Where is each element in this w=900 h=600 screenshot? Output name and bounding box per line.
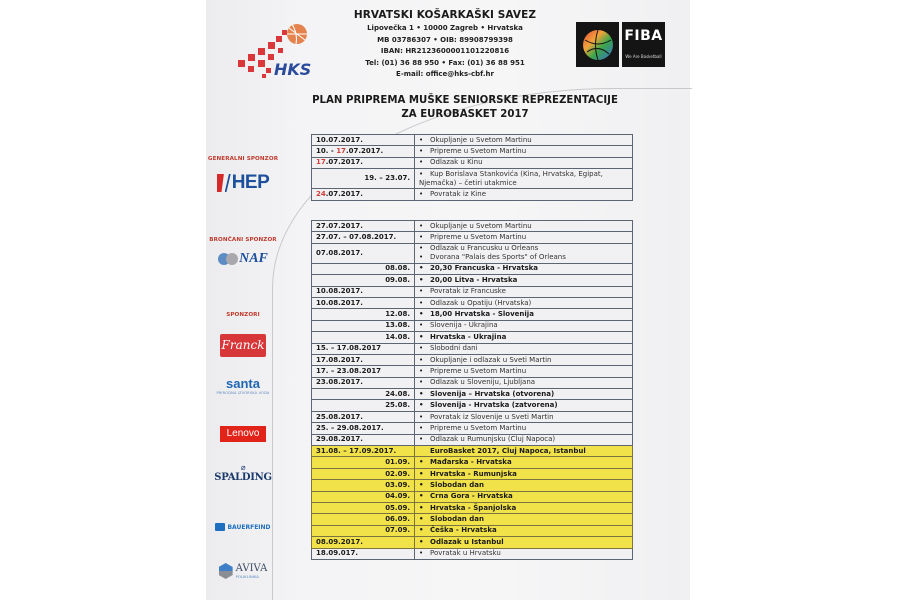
- schedule-row-eurobasket: [312, 502, 633, 513]
- santa-sponsor: [206, 376, 280, 395]
- schedule-date: 25.08.: [312, 400, 415, 411]
- date-rest: .07.2017.: [345, 147, 384, 156]
- bullet-icon: •: [419, 147, 424, 156]
- schedule-activity: [415, 232, 633, 243]
- schedule-date: 13.08.: [312, 320, 415, 331]
- sponsors-label: SPONZORI: [226, 312, 260, 318]
- schedule-row: [312, 275, 633, 286]
- activity-text: Povratak u Hrvatsku: [430, 549, 501, 558]
- schedule-activity: [415, 525, 633, 536]
- hks-logo-icon: [236, 20, 336, 80]
- bullet-icon: •: [419, 469, 424, 478]
- activity-text: Povratak iz Francuske: [430, 287, 506, 296]
- schedule-date: 01.09.: [312, 457, 415, 468]
- bullet-icon: •: [419, 458, 424, 467]
- schedule-row: [312, 189, 633, 200]
- organization-header: [340, 9, 550, 81]
- activity-text: Odlazak u Kinu: [430, 158, 483, 167]
- date-rest: .07.2017.: [325, 158, 363, 167]
- schedule-date: 07.09.: [312, 525, 415, 536]
- schedule-row: [312, 548, 633, 559]
- activity-text: Hrvatska - Španjolska: [430, 503, 517, 512]
- schedule-activity: [415, 457, 633, 468]
- schedule-row: [312, 169, 633, 189]
- date-highlighted-day: 17: [316, 158, 326, 167]
- schedule-activity: [415, 491, 633, 502]
- schedule-row: [312, 400, 633, 411]
- general-sponsor: [206, 156, 280, 194]
- spalding-ball-icon: ⌀: [240, 463, 246, 472]
- schedule-activity: [415, 275, 633, 286]
- schedule-date: 07.08.2017.: [312, 243, 415, 263]
- schedule-activity: [415, 343, 633, 354]
- naf-circle-grey-icon: [226, 253, 238, 265]
- bullet-icon: •: [419, 503, 424, 512]
- activity-text: Odlazak u Istanbul: [430, 537, 504, 546]
- schedule-date: [312, 135, 415, 146]
- bauerfeind-mark-icon: [215, 523, 225, 531]
- schedule-activity: [415, 221, 633, 232]
- schedule-activity: [415, 411, 633, 422]
- santa-logo: santa: [226, 376, 260, 391]
- schedule-date: [312, 169, 415, 189]
- schedule-activity: [415, 309, 633, 320]
- hks-logo: [236, 20, 336, 80]
- bullet-icon: •: [419, 366, 424, 375]
- svg-text:HKS: HKS: [274, 60, 312, 79]
- bullet-icon: •: [419, 378, 424, 387]
- schedule-date: 31.08. – 17.09.2017.: [312, 446, 415, 457]
- schedule-row: [312, 243, 633, 263]
- activity-text: Okupljanje i odlazak u Sveti Martin: [430, 355, 552, 364]
- schedule-activity: [415, 434, 633, 445]
- bullet-icon: •: [419, 480, 424, 489]
- activity-text: Pripreme u Svetom Martinu: [430, 233, 527, 242]
- bullet-icon: •: [419, 355, 424, 364]
- activity-text: Mađarska - Hrvatska: [430, 458, 512, 467]
- activity-text: Pripreme u Svetom Martinu: [430, 366, 527, 375]
- activity-text: Slovenija – Hrvatska (otvorena): [430, 389, 555, 398]
- schedule-activity: [415, 502, 633, 513]
- schedule-row-eurobasket: [312, 446, 633, 457]
- schedule-row: [312, 389, 633, 400]
- schedule-row-eurobasket: [312, 457, 633, 468]
- schedule-row: [312, 377, 633, 388]
- schedule-date: 23.08.2017.: [312, 377, 415, 388]
- schedule-activity: [415, 263, 633, 274]
- activity-text: Crna Gora - Hrvatska: [430, 492, 513, 501]
- bauerfeind-logo: BAUERFEIND: [227, 523, 271, 531]
- schedule-activity: [415, 297, 633, 308]
- bullet-icon: •: [419, 310, 424, 319]
- schedule-row: [312, 332, 633, 343]
- schedule-row: [312, 423, 633, 434]
- activity-text: Odlazak u Opatiju (Hrvatska): [430, 298, 532, 307]
- bronze-sponsor-label: BRONČANI SPONZOR: [209, 237, 277, 243]
- fiba-ball-icon: [576, 22, 619, 67]
- schedule-activity: [415, 514, 633, 525]
- schedule-date: [312, 146, 415, 157]
- bullet-icon: •: [419, 189, 424, 198]
- bronze-sponsor: [206, 237, 280, 267]
- activity-text: Češka - Hrvatska: [430, 526, 497, 535]
- schedule-date: 08.08.: [312, 263, 415, 274]
- bullet-icon: •: [419, 298, 424, 307]
- schedule-date: [312, 189, 415, 200]
- schedule-row: [312, 146, 633, 157]
- schedule-row-eurobasket: [312, 537, 633, 548]
- schedule-row: [312, 366, 633, 377]
- bullet-icon: •: [419, 244, 424, 253]
- schedule-activity: [415, 169, 633, 189]
- bullet-icon: •: [419, 423, 424, 432]
- date-start: 10. -: [316, 147, 337, 156]
- organization-email: E-mail: office@hks-cbf.hr: [396, 70, 494, 78]
- schedule-row-eurobasket: [312, 468, 633, 479]
- date-text: 19. – 23.07.: [364, 174, 410, 183]
- hep-logo: [206, 172, 280, 194]
- schedule-date: 09.08.: [312, 275, 415, 286]
- lenovo-logo: Lenovo: [220, 426, 266, 442]
- schedule-activity: [415, 377, 633, 388]
- bullet-icon: •: [419, 435, 424, 444]
- organization-ids: MB 03786307 • OIB: 89908799398: [377, 35, 513, 44]
- schedule-row-eurobasket: [312, 491, 633, 502]
- organization-address: Lipovečka 1 • 10000 Zagreb • Hrvatska: [367, 24, 523, 32]
- activity-text: Slovenija - Ukrajina: [430, 321, 498, 330]
- bullet-icon: •: [419, 221, 424, 230]
- document-title: [300, 94, 630, 122]
- schedule-date: 08.09.2017.: [312, 537, 415, 548]
- bullet-icon: •: [419, 158, 424, 167]
- bullet-icon: •: [419, 233, 424, 242]
- schedule-activity: [415, 286, 633, 297]
- date-highlighted-day: 24: [316, 189, 326, 198]
- naf-text: NAF: [239, 251, 268, 266]
- schedule-activity: [415, 446, 633, 457]
- bullet-icon: •: [419, 412, 424, 421]
- schedule-row: [312, 286, 633, 297]
- schedule-row: [312, 320, 633, 331]
- activity-text: Kup Borislava Stankovića (Kina, Hrvatska, Egipat, Njemačka) – četiri utakmice: [419, 169, 603, 187]
- aviva-sponsor: [206, 563, 280, 579]
- schedule-row-eurobasket: [312, 480, 633, 491]
- schedule-activity: [415, 389, 633, 400]
- schedule-date: 25. – 29.08.2017.: [312, 423, 415, 434]
- activity-text: Odlazak u Sloveniju, Ljubljana: [430, 378, 536, 387]
- activity-text: 20,00 Litva - Hrvatska: [430, 275, 518, 284]
- general-sponsor-label: GENERALNI SPONZOR: [207, 156, 279, 162]
- spalding-sponsor: [206, 464, 280, 483]
- schedule-row: [312, 157, 633, 168]
- schedule-row: [312, 309, 633, 320]
- schedule-row: [312, 232, 633, 243]
- schedule-activity: [415, 332, 633, 343]
- schedule-activity: [415, 135, 633, 146]
- activity-text: Odlazak u Francusku u Orleans: [430, 244, 539, 253]
- bullet-icon: •: [419, 287, 424, 296]
- bullet-icon: •: [419, 344, 424, 353]
- schedule-date: 17.08.2017.: [312, 354, 415, 365]
- aviva-hexagon-icon: [219, 563, 233, 579]
- schedule-row: [312, 434, 633, 445]
- schedule-row: [312, 297, 633, 308]
- schedule-date: 10.08.2017.: [312, 286, 415, 297]
- bullet-icon: •: [419, 389, 424, 398]
- schedule-activity: [415, 146, 633, 157]
- schedule-activity: [415, 537, 633, 548]
- bullet-icon: •: [419, 515, 424, 524]
- fiba-logo: [576, 22, 665, 67]
- activity-text: Slobodan dan: [430, 515, 484, 524]
- schedule-activity: [415, 320, 633, 331]
- schedule-date: 05.09.: [312, 502, 415, 513]
- date-start: 10.07.2017.: [316, 135, 363, 144]
- title-line-2: ZA EUROBASKET 2017: [401, 109, 529, 120]
- schedule-row: [312, 343, 633, 354]
- schedule-row: [312, 221, 633, 232]
- schedule-date: 10.08.2017.: [312, 297, 415, 308]
- hep-text: HEP: [231, 172, 270, 193]
- schedule-date: 06.09.: [312, 514, 415, 525]
- organization-name: HRVATSKI KOŠARKAŠKI SAVEZ: [353, 9, 537, 21]
- activity-text: Pripreme u Svetom Martinu: [430, 147, 527, 156]
- activity-text: Slobodan dan: [430, 480, 484, 489]
- schedule-date: 03.09.: [312, 480, 415, 491]
- schedule-date: 14.08.: [312, 332, 415, 343]
- title-line-1: PLAN PRIPREMA MUŠKE SENIORSKE REPREZENTACIJE: [312, 95, 618, 106]
- aviva-subtitle: POLIKLINIKA: [235, 573, 259, 579]
- schedule-row-eurobasket: [312, 514, 633, 525]
- schedule-table-august-september: [311, 220, 633, 560]
- schedule-activity: [415, 468, 633, 479]
- hep-slash-blue-icon: [225, 174, 231, 192]
- schedule-activity: [415, 189, 633, 200]
- schedule-activity: [415, 243, 633, 263]
- activity-text: Okupljanje u Svetom Martinu: [430, 135, 532, 144]
- bullet-icon: •: [419, 275, 424, 284]
- franck-sponsor: [206, 334, 280, 357]
- schedule-date: 29.08.2017.: [312, 434, 415, 445]
- activity-text: Hrvatska - Rumunjska: [430, 469, 517, 478]
- schedule-row: [312, 354, 633, 365]
- activity-text: Okupljanje u Svetom Martinu: [430, 221, 532, 230]
- schedule-date: [312, 157, 415, 168]
- schedule-activity: [415, 480, 633, 491]
- schedule-row: [312, 135, 633, 146]
- fiba-tagline: We Are Basketball: [625, 54, 662, 59]
- activity-text: Povratak iz Slovenije u Sveti Martin: [430, 412, 554, 421]
- lenovo-sponsor: [206, 426, 280, 442]
- bullet-icon: •: [419, 169, 424, 178]
- schedule-date: 24.08.: [312, 389, 415, 400]
- bullet-icon: •: [419, 537, 424, 546]
- franck-logo: Franck: [220, 334, 266, 357]
- organization-phone: Tel: (01) 36 88 950 • Fax: (01) 36 88 951: [365, 58, 525, 67]
- schedule-date: 25.08.2017.: [312, 411, 415, 422]
- activity-text: Slobodni dani: [430, 344, 478, 353]
- sponsors-label-block: [206, 312, 280, 318]
- activity-text: Odlazak u Rumunjsku (Cluj Napoca): [430, 435, 556, 444]
- schedule-activity: [415, 157, 633, 168]
- schedule-date: 12.08.: [312, 309, 415, 320]
- fiba-text: FIBA: [624, 28, 663, 44]
- schedule-activity: [415, 354, 633, 365]
- date-highlighted-day: 17: [336, 147, 346, 156]
- bullet-icon: •: [419, 332, 424, 341]
- schedule-activity: [415, 423, 633, 434]
- bullet-icon: •: [419, 526, 424, 535]
- schedule-row-eurobasket: [312, 525, 633, 536]
- aviva-logo: AVIVA: [235, 562, 268, 574]
- naf-logo: [206, 251, 280, 267]
- schedule-date: 04.09.: [312, 491, 415, 502]
- schedule-date: 27.07. – 07.08.2017.: [312, 232, 415, 243]
- activity-text: Pripreme u Svetom Martinu: [430, 423, 527, 432]
- schedule-activity: [415, 400, 633, 411]
- schedule-row: [312, 263, 633, 274]
- schedule-row: [312, 411, 633, 422]
- santa-subtitle: PRIRODNA IZVORSKA VODA: [216, 391, 270, 395]
- schedule-date: 02.09.: [312, 468, 415, 479]
- organization-iban: IBAN: HR2123600001101220816: [380, 47, 510, 55]
- bullet-icon: •: [419, 321, 424, 330]
- bullet-icon: •: [419, 253, 424, 262]
- schedule-activity: [415, 548, 633, 559]
- bullet-icon: •: [419, 492, 424, 501]
- schedule-date: 15. – 17.08.2017: [312, 343, 415, 354]
- activity-text: 18,00 Hrvatska - Slovenija: [430, 310, 534, 319]
- schedule-date: 18.09.017.: [312, 548, 415, 559]
- spalding-logo: SPALDING: [214, 472, 272, 483]
- fiba-wordmark: [622, 22, 665, 67]
- schedule-activity: [415, 366, 633, 377]
- bullet-icon: •: [419, 549, 424, 558]
- schedule-table-july: [311, 134, 633, 201]
- activity-text: Hrvatska - Ukrajina: [430, 332, 507, 341]
- bullet-icon: •: [419, 264, 424, 273]
- bullet-icon: •: [419, 135, 424, 144]
- activity-text: 20,30 Francuska - Hrvatska: [430, 264, 539, 273]
- bauerfeind-sponsor: [206, 523, 280, 531]
- bullet-icon: •: [419, 401, 424, 410]
- date-rest: .07.2017.: [325, 189, 363, 198]
- activity-text: Slovenija - Hrvatska (zatvorena): [430, 401, 558, 410]
- activity-text: Povratak iz Kine: [430, 189, 486, 198]
- schedule-date: 27.07.2017.: [312, 221, 415, 232]
- activity-text-secondary: Dvorana "Palais des Sports" of Orleans: [430, 253, 566, 262]
- activity-text: EuroBasket 2017, Cluj Napoca, Istanbul: [430, 446, 586, 455]
- schedule-date: 17. – 23.08.2017: [312, 366, 415, 377]
